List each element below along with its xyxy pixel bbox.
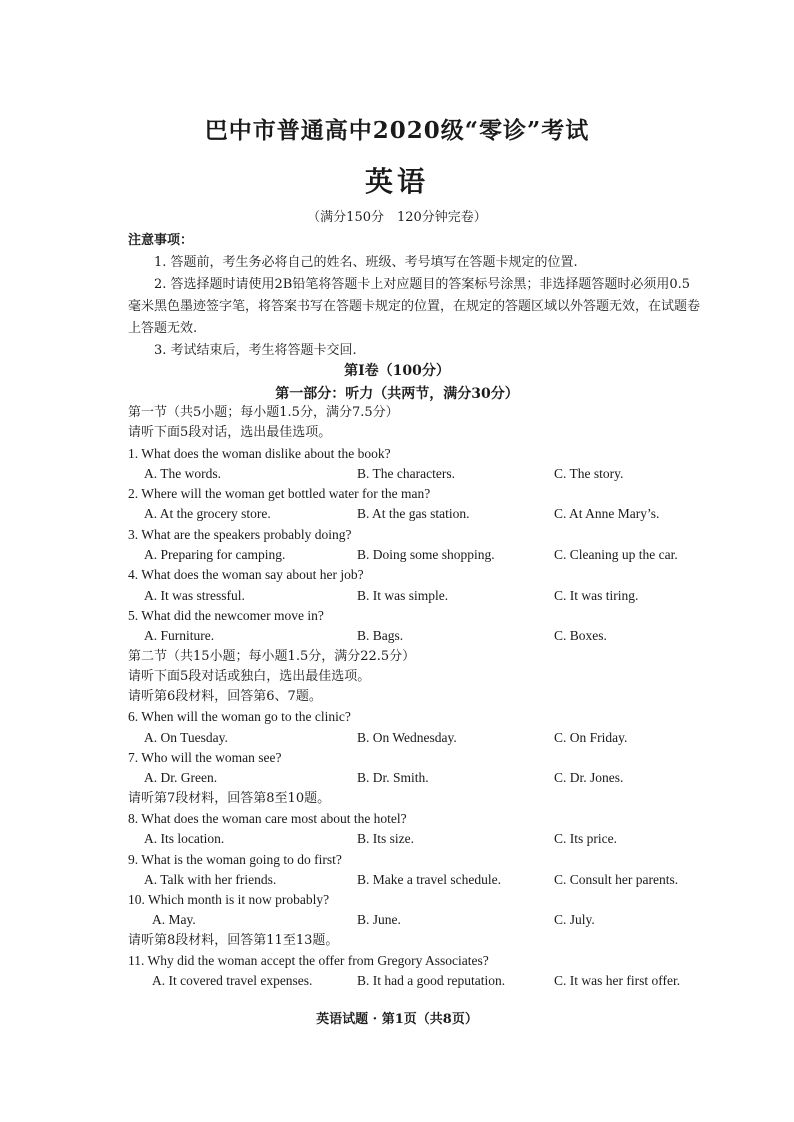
notice-item: 3. 考试结束后，考生将答题卡交回. [154, 343, 357, 358]
listening-section [128, 403, 702, 992]
option-b: B. Dr. Smith. [357, 770, 429, 786]
question-stem: 2. Where will the woman get bottled water for the man? [128, 486, 431, 502]
option-c: C. Boxes. [554, 628, 607, 644]
option-c: C. Consult her parents. [554, 871, 679, 887]
question-options [128, 971, 702, 991]
option-c: C. Dr. Jones. [554, 770, 624, 786]
option-a: A. Preparing for camping. [144, 547, 286, 563]
question-stem: 7. Who will the woman see? [128, 750, 282, 766]
question-options [128, 545, 702, 565]
option-c: C. The story. [554, 465, 624, 481]
question-stem: 8. What does the woman care most about the hotel? [128, 810, 407, 826]
option-a: A. At the grocery store. [144, 506, 271, 522]
option-a: A. Its location. [144, 831, 225, 847]
part-heading: 第一部分：听力（共两节，满分30分） [275, 386, 519, 402]
score-time-note: （满分150分 120分钟完卷） [307, 210, 487, 225]
question-options [128, 829, 702, 849]
page-footer: 英语试题 · 第1页（共8页） [316, 1012, 478, 1027]
option-b: B. Its size. [357, 831, 414, 847]
question-stem: 6. When will the woman go to the clinic? [128, 709, 351, 725]
option-b: B. At the gas station. [357, 506, 470, 522]
option-a: A. It was stressful. [144, 587, 245, 603]
volume-heading: 第Ⅰ卷（100分） [344, 363, 450, 379]
option-b: B. The characters. [357, 465, 455, 481]
option-c: C. Cleaning up the car. [554, 547, 678, 563]
question-stem: 5. What did the newcomer move in? [128, 607, 324, 623]
section-heading: 第二节（共15小题；每小题1.5分，满分22.5分） [128, 648, 416, 664]
option-b: B. It was simple. [357, 587, 449, 603]
notice-section [128, 230, 702, 362]
option-c: C. At Anne Mary’s. [554, 506, 660, 522]
section-heading: 第一节（共5小题；每小题1.5分，满分7.5分） [128, 405, 399, 420]
question-stem: 3. What are the speakers probably doing? [128, 526, 352, 542]
section-instruction: 请听下面5段对话或独白，选出最佳选项。 [128, 668, 371, 684]
option-b: B. It had a good reputation. [357, 973, 506, 989]
question-options [128, 768, 702, 788]
material-instruction: 请听第8段材料，回答第11至13题。 [128, 932, 339, 948]
question-options [128, 504, 702, 524]
question-stem: 10. Which month is it now probably? [128, 892, 330, 908]
option-b: B. Bags. [357, 628, 404, 644]
option-a: A. The words. [144, 465, 221, 481]
option-b: B. June. [357, 912, 401, 928]
option-a: A. Furniture. [144, 628, 215, 644]
subject-title: 英语 [364, 165, 429, 198]
question-stem: 1. What does the woman dislike about the book? [128, 445, 391, 461]
option-a: A. On Tuesday. [144, 729, 228, 745]
option-a: A. It covered travel expenses. [152, 973, 313, 989]
option-a: A. Talk with her friends. [144, 871, 277, 887]
question-options [128, 464, 702, 484]
question-options [128, 728, 702, 748]
option-b: B. Make a travel schedule. [357, 871, 501, 887]
question-options [128, 626, 702, 646]
section-instruction: 请听下面5段对话，选出最佳选项。 [128, 425, 332, 441]
option-b: B. On Wednesday. [357, 729, 457, 745]
material-instruction: 请听第7段材料，回答第8至10题。 [128, 790, 331, 806]
option-a: A. Dr. Green. [144, 770, 218, 786]
option-c: C. On Friday. [554, 729, 628, 745]
notice-item: 1. 答题前，考生务必将自己的姓名、班级、考号填写在答题卡规定的位置. [154, 255, 578, 270]
option-a: A. May. [152, 912, 196, 928]
option-c: C. It was her first offer. [554, 973, 681, 989]
question-options [128, 586, 702, 606]
notice-item: 2. 答选择题时请使用2B铅笔将答题卡上对应题目的答案标号涂黑；非选择题答题时必须用0.5毫米黑色墨迹签字笔，将答案书写在答题卡规定的位置，在规定的答题区域以外答题无效，在试题卷上答题无效. [128, 277, 701, 336]
notice-heading: 注意事项： [128, 233, 194, 248]
option-b: B. Doing some shopping. [357, 547, 495, 563]
question-options [128, 870, 702, 890]
question-stem: 9. What is the woman going to do first? [128, 851, 342, 867]
material-instruction: 请听第6段材料，回答第6、7题。 [128, 689, 322, 705]
question-stem: 4. What does the woman say about her job? [128, 567, 364, 583]
option-c: C. It was tiring. [554, 587, 639, 603]
question-stem: 11. Why did the woman accept the offer from Gregory Associates? [128, 953, 489, 969]
question-options [128, 910, 702, 930]
exam-title: 巴中市普通高中2020级“零诊”考试 [204, 117, 590, 144]
option-c: C. Its price. [554, 831, 617, 847]
option-c: C. July. [554, 912, 595, 928]
